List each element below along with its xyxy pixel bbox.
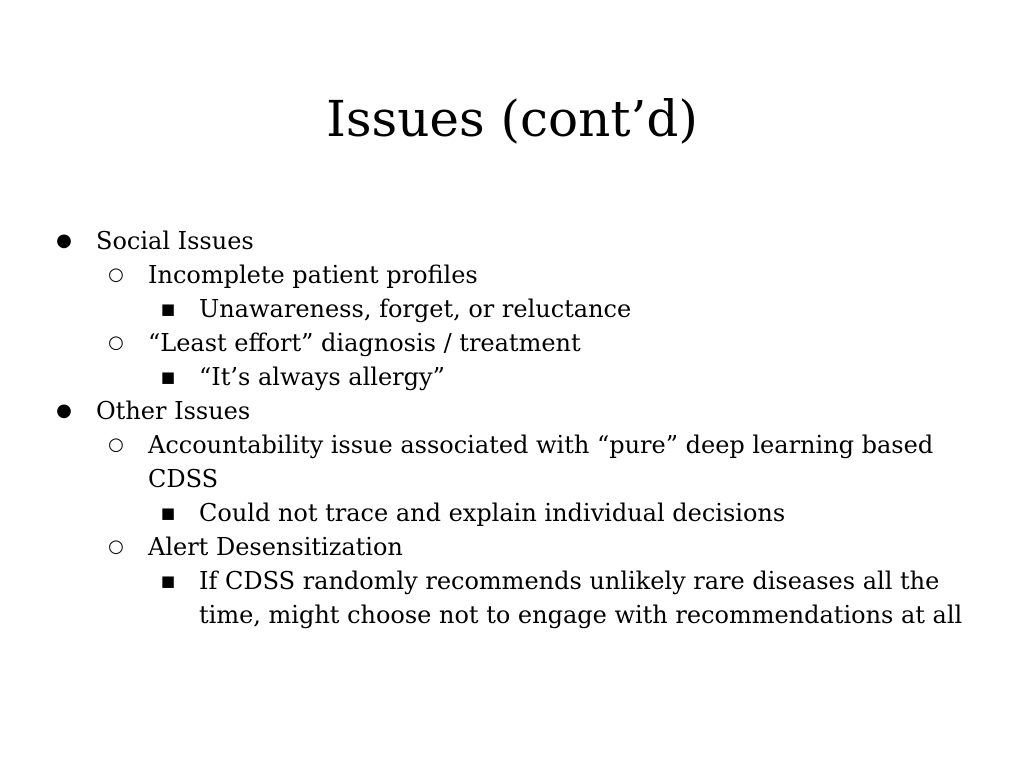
hollow-circle-bullet-icon: ○ — [108, 536, 124, 557]
square-bullet-icon: ■ — [160, 368, 176, 386]
slide-title: Issues (cont’d) — [326, 90, 698, 148]
bullet-text-continuation: time, might choose not to engage with recommendations at all — [199, 601, 963, 629]
bullet-level3-continuation — [0, 598, 1024, 632]
bullet-level2 — [0, 258, 1024, 292]
bullet-level2 — [0, 428, 1024, 462]
bullet-text-continuation: CDSS — [148, 465, 219, 493]
bullet-level3 — [0, 360, 1024, 394]
hollow-circle-bullet-icon: ○ — [108, 332, 124, 353]
bullet-level2-continuation — [0, 462, 1024, 496]
bullet-text: “It’s always allergy” — [199, 363, 445, 391]
hollow-circle-bullet-icon: ○ — [108, 434, 124, 455]
bullet-text: Incomplete patient profiles — [148, 261, 478, 289]
square-bullet-icon: ■ — [160, 300, 176, 318]
bullet-text: Accountability issue associated with “pure” deep learning based — [148, 431, 934, 459]
bullet-level1 — [0, 224, 1024, 258]
bullet-list — [0, 224, 1024, 632]
bullet-text: “Least effort” diagnosis / treatment — [148, 329, 581, 357]
hollow-circle-bullet-icon: ○ — [108, 264, 124, 285]
square-bullet-icon: ■ — [160, 572, 176, 590]
bullet-text: If CDSS randomly recommends unlikely rare diseases all the — [199, 567, 940, 595]
bullet-level1 — [0, 394, 1024, 428]
bullet-text: Social Issues — [96, 227, 254, 255]
bullet-text: Alert Desensitization — [148, 533, 403, 561]
bullet-level3 — [0, 292, 1024, 326]
square-bullet-icon: ■ — [160, 504, 176, 522]
bullet-level3 — [0, 496, 1024, 530]
bullet-level2 — [0, 326, 1024, 360]
bullet-text: Unawareness, forget, or reluctance — [199, 295, 632, 323]
bullet-text: Other Issues — [96, 397, 251, 425]
bullet-text: Could not trace and explain individual decisions — [199, 499, 786, 527]
filled-circle-bullet-icon: ● — [56, 400, 72, 421]
bullet-level3 — [0, 564, 1024, 598]
filled-circle-bullet-icon: ● — [56, 230, 72, 251]
bullet-level2 — [0, 530, 1024, 564]
